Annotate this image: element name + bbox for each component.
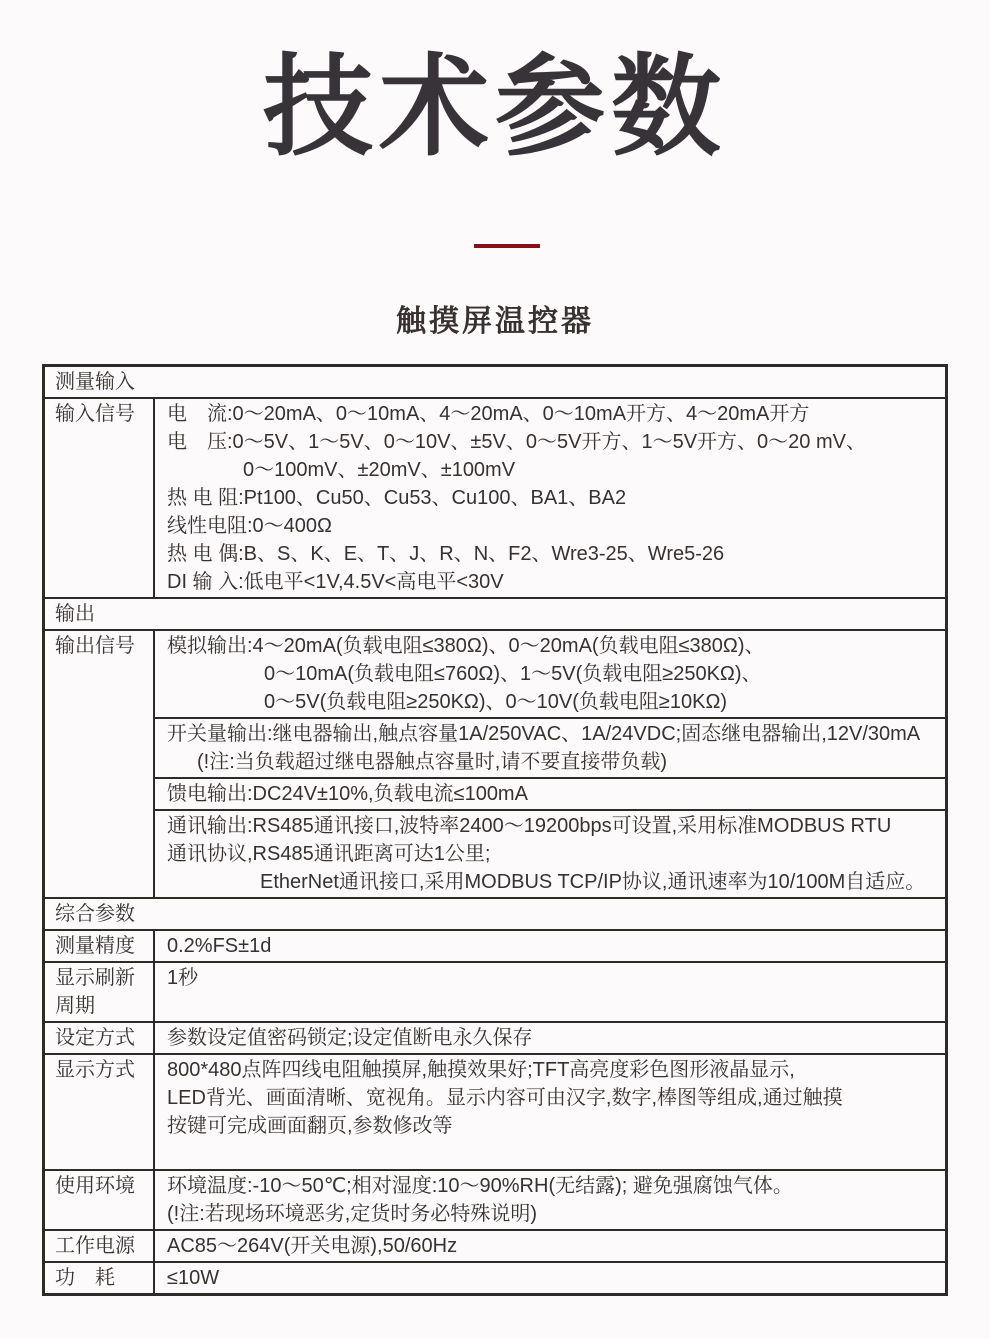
row-label: 输入信号 — [45, 399, 155, 597]
spec-line-di-input: DI 输 入:低电平<1V,4.5V<高电平<30V — [167, 570, 504, 593]
row-content — [155, 963, 945, 1021]
spec-sheet-page — [0, 42, 990, 1339]
row-power-consumption — [45, 1261, 945, 1293]
section-row-measure-input — [45, 367, 945, 397]
spec-value-setting: 参数设定值密码锁定;设定值断电永久保存 — [167, 1026, 533, 1049]
row-content — [155, 1171, 945, 1229]
subrow-analog-output — [155, 631, 945, 717]
row-label: 显示刷新周期 — [45, 963, 155, 1021]
product-subtitle: 触摸屏温控器 — [396, 305, 594, 338]
spec-line-comm-2: 通讯协议,RS485通讯距离可达1公里; — [167, 842, 491, 865]
spec-value-refresh: 1秒 — [167, 966, 199, 989]
spec-line-rtd: 热 电 阻:Pt100、Cu50、Cu53、Cu100、BA1、BA2 — [167, 486, 627, 509]
spec-line-comm-1: 通讯输出:RS485通讯接口,波特率2400～19200bps可设置,采用标准MODBUS RTU — [167, 814, 892, 837]
section-title: 测量输入 — [55, 370, 135, 393]
row-label: 输出信号 — [45, 631, 155, 897]
spec-table — [42, 364, 948, 1296]
spec-line-feed: 馈电输出:DC24V±10%,负载电流≤100mA — [167, 782, 528, 805]
section-title: 综合参数 — [55, 902, 135, 925]
section-row-general — [45, 897, 945, 929]
row-content — [155, 399, 945, 597]
subrow-feed-output — [155, 777, 945, 809]
spec-value-consumption: ≤10W — [167, 1266, 220, 1289]
row-content — [155, 1055, 945, 1169]
spec-line-thermocouple: 热 电 偶:B、S、K、E、T、J、R、N、F2、Wre3-25、Wre5-26 — [167, 542, 725, 565]
row-content — [155, 1023, 945, 1053]
subrow-switch-output — [155, 717, 945, 777]
row-label: 显示方式 — [45, 1055, 155, 1169]
row-refresh-period — [45, 961, 945, 1021]
row-label: 使用环境 — [45, 1171, 155, 1229]
spec-line-linear-resistance: 线性电阻:0～400Ω — [167, 514, 332, 537]
spec-line-switch-1: 开关量输出:继电器输出,触点容量1A/250VAC、1A/24VDC;固态继电器输出,12V/30mA — [167, 722, 921, 745]
subrow-comm-output — [155, 809, 945, 897]
row-environment — [45, 1169, 945, 1229]
page-title: 技术参数 — [263, 46, 727, 169]
row-content — [155, 631, 945, 897]
row-content — [155, 1263, 945, 1293]
row-power-supply — [45, 1229, 945, 1261]
row-accuracy — [45, 929, 945, 961]
spec-value-power: AC85～264V(开关电源),50/60Hz — [167, 1234, 458, 1257]
spec-line-voltage: 电 压:0～5V、1～5V、0～10V、±5V、0～5V开方、1～5V开方、0～20 mV、 — [167, 430, 866, 453]
spec-line-analog-3: 0～5V(负载电阻≥250KΩ)、0～10V(负载电阻≥10KΩ) — [264, 690, 728, 713]
spec-line-switch-note: (!注:当负载超过继电器触点容量时,请不要直接带负载) — [197, 750, 667, 773]
spec-line-analog-2: 0～10mA(负载电阻≤760Ω)、1～5V(负载电阻≥250KΩ)、 — [264, 662, 762, 685]
row-content — [155, 931, 945, 961]
row-label: 功 耗 — [45, 1263, 155, 1293]
section-row-output — [45, 597, 945, 629]
spec-line-current: 电 流:0～20mA、0～10mA、4～20mA、0～10mA开方、4～20mA开方 — [167, 402, 810, 425]
row-label: 工作电源 — [45, 1231, 155, 1261]
spec-line-display-3: 按键可完成画面翻页,参数修改等 — [167, 1114, 453, 1137]
row-output-signal — [45, 629, 945, 897]
spec-value-accuracy: 0.2%FS±1d — [167, 934, 272, 957]
spec-line-display-2: LED背光、画面清晰、宽视角。显示内容可由汉字,数字,棒图等组成,通过触摸 — [167, 1086, 843, 1109]
row-label: 设定方式 — [45, 1023, 155, 1053]
row-input-signal — [45, 397, 945, 597]
spec-line-analog-1: 模拟输出:4～20mA(负载电阻≤380Ω)、0～20mA(负载电阻≤380Ω)、 — [167, 634, 765, 657]
spec-line-display-1: 800*480点阵四线电阻触摸屏,触摸效果好;TFT高亮度彩色图形液晶显示, — [167, 1058, 795, 1081]
row-content — [155, 1231, 945, 1261]
row-label: 测量精度 — [45, 931, 155, 961]
row-setting-mode — [45, 1021, 945, 1053]
section-title: 输出 — [55, 602, 95, 625]
title-divider — [474, 244, 540, 248]
spec-line-environment-1: 环境温度:-10～50℃;相对湿度:10～90%RH(无结露); 避免强腐蚀气体。 — [167, 1174, 793, 1197]
spec-line-environment-note: (!注:若现场环境恶劣,定货时务必特殊说明) — [167, 1202, 537, 1225]
row-display-mode — [45, 1053, 945, 1169]
spec-line-comm-ethernet: EtherNet通讯接口,采用MODBUS TCP/IP协议,通讯速率为10/100M自适应。 — [260, 870, 926, 893]
spec-line-voltage-cont: 0～100mV、±20mV、±100mV — [243, 458, 516, 481]
